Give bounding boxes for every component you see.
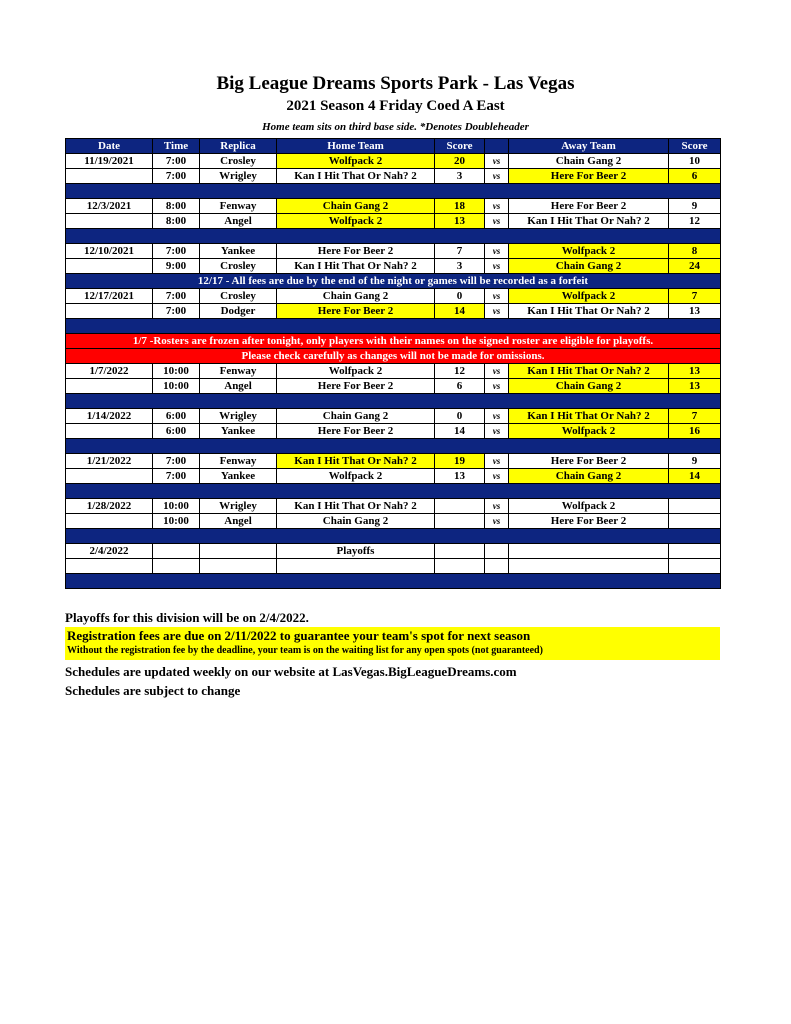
vs-cell: vs xyxy=(485,169,509,184)
home-score-cell: 0 xyxy=(435,289,485,304)
date-cell xyxy=(66,304,153,319)
registration-box xyxy=(65,627,720,660)
replica-cell: Fenway xyxy=(200,454,277,469)
vs-cell: vs xyxy=(485,259,509,274)
vs-cell: vs xyxy=(485,244,509,259)
time-cell: 7:00 xyxy=(153,469,200,484)
away-score-cell: 13 xyxy=(669,304,721,319)
replica-cell: Fenway xyxy=(200,364,277,379)
vs-cell: vs xyxy=(485,379,509,394)
away-team-cell: Wolfpack 2 xyxy=(509,244,669,259)
separator-row xyxy=(66,319,721,334)
vs-cell: vs xyxy=(485,199,509,214)
home-score-cell: 3 xyxy=(435,169,485,184)
date-cell: 12/17/2021 xyxy=(66,289,153,304)
separator-cell xyxy=(66,184,721,199)
date-cell xyxy=(66,259,153,274)
vs-cell xyxy=(485,544,509,559)
home-team-cell: Kan I Hit That Or Nah? 2 xyxy=(277,259,435,274)
home-team-cell: Here For Beer 2 xyxy=(277,244,435,259)
vs-cell: vs xyxy=(485,289,509,304)
date-cell xyxy=(66,559,153,574)
date-cell: 11/19/2021 xyxy=(66,154,153,169)
home-team-cell: Chain Gang 2 xyxy=(277,514,435,529)
time-cell: 6:00 xyxy=(153,409,200,424)
home-score-cell xyxy=(435,559,485,574)
home-team-cell: Kan I Hit That Or Nah? 2 xyxy=(277,499,435,514)
schedule-table xyxy=(65,138,721,589)
time-cell: 7:00 xyxy=(153,304,200,319)
alert-row xyxy=(66,349,721,364)
away-team-cell: Kan I Hit That Or Nah? 2 xyxy=(509,364,669,379)
col-header-vs xyxy=(485,139,509,154)
table-row xyxy=(66,259,721,274)
date-cell: 1/14/2022 xyxy=(66,409,153,424)
away-score-cell: 9 xyxy=(669,454,721,469)
separator-row xyxy=(66,484,721,499)
table-row xyxy=(66,244,721,259)
col-header-away-score: Score xyxy=(669,139,721,154)
away-team-cell: Wolfpack 2 xyxy=(509,289,669,304)
away-score-cell xyxy=(669,514,721,529)
separator-cell xyxy=(66,394,721,409)
separator-row xyxy=(66,184,721,199)
away-score-cell: 12 xyxy=(669,214,721,229)
home-team-cell: Wolfpack 2 xyxy=(277,154,435,169)
separator-row xyxy=(66,394,721,409)
col-header-date: Date xyxy=(66,139,153,154)
away-team-cell: Chain Gang 2 xyxy=(509,259,669,274)
col-header-time: Time xyxy=(153,139,200,154)
separator-row xyxy=(66,439,721,454)
separator-cell xyxy=(66,439,721,454)
home-score-cell xyxy=(435,514,485,529)
date-cell xyxy=(66,214,153,229)
replica-cell: Yankee xyxy=(200,424,277,439)
table-row xyxy=(66,154,721,169)
separator-cell xyxy=(66,319,721,334)
notice-text: 12/17 - All fees are due by the end of the night or games will be recorded as a forfeit xyxy=(66,274,721,289)
table-row xyxy=(66,379,721,394)
away-team-cell: Wolfpack 2 xyxy=(509,424,669,439)
separator-row xyxy=(66,529,721,544)
page-title: Big League Dreams Sports Park - Las Vegas xyxy=(216,73,575,94)
away-score-cell: 7 xyxy=(669,409,721,424)
alert-text: 1/7 -Rosters are frozen after tonight, only players with their names on the signed roster are eligible for playoffs. xyxy=(66,334,721,349)
away-score-cell: 9 xyxy=(669,199,721,214)
away-score-cell: 24 xyxy=(669,259,721,274)
vs-cell: vs xyxy=(485,409,509,424)
replica-cell: Angel xyxy=(200,514,277,529)
home-score-cell: 13 xyxy=(435,214,485,229)
table-row xyxy=(66,199,721,214)
home-team-cell xyxy=(277,559,435,574)
date-cell: 1/7/2022 xyxy=(66,364,153,379)
away-team-cell: Wolfpack 2 xyxy=(509,499,669,514)
col-header-home-score: Score xyxy=(435,139,485,154)
away-score-cell: 7 xyxy=(669,289,721,304)
date-cell: 12/10/2021 xyxy=(66,244,153,259)
vs-cell: vs xyxy=(485,499,509,514)
date-cell xyxy=(66,424,153,439)
home-score-cell: 3 xyxy=(435,259,485,274)
home-team-cell: Here For Beer 2 xyxy=(277,379,435,394)
table-row xyxy=(66,559,721,574)
home-team-cell: Kan I Hit That Or Nah? 2 xyxy=(277,169,435,184)
home-team-cell: Wolfpack 2 xyxy=(277,214,435,229)
away-score-cell: 6 xyxy=(669,169,721,184)
time-cell: 7:00 xyxy=(153,454,200,469)
away-team-cell: Kan I Hit That Or Nah? 2 xyxy=(509,409,669,424)
home-team-cell: Chain Gang 2 xyxy=(277,289,435,304)
replica-cell xyxy=(200,559,277,574)
replica-cell: Angel xyxy=(200,379,277,394)
table-row xyxy=(66,304,721,319)
away-team-cell: Chain Gang 2 xyxy=(509,154,669,169)
separator-cell xyxy=(66,574,721,589)
home-team-cell: Chain Gang 2 xyxy=(277,199,435,214)
away-score-cell: 13 xyxy=(669,379,721,394)
time-cell: 10:00 xyxy=(153,379,200,394)
home-score-cell xyxy=(435,544,485,559)
time-cell: 8:00 xyxy=(153,214,200,229)
away-team-cell: Chain Gang 2 xyxy=(509,379,669,394)
home-score-cell: 13 xyxy=(435,469,485,484)
away-team-cell: Here For Beer 2 xyxy=(509,514,669,529)
away-team-cell: Kan I Hit That Or Nah? 2 xyxy=(509,214,669,229)
schedule-body xyxy=(66,154,721,589)
table-row xyxy=(66,214,721,229)
away-score-cell: 10 xyxy=(669,154,721,169)
table-row xyxy=(66,169,721,184)
away-team-cell: Chain Gang 2 xyxy=(509,469,669,484)
separator-cell xyxy=(66,529,721,544)
time-cell xyxy=(153,544,200,559)
home-team-cell: Chain Gang 2 xyxy=(277,409,435,424)
time-cell: 10:00 xyxy=(153,514,200,529)
away-score-cell xyxy=(669,499,721,514)
home-team-cell: Playoffs xyxy=(277,544,435,559)
away-score-cell: 16 xyxy=(669,424,721,439)
away-score-cell xyxy=(669,559,721,574)
col-header-away-team: Away Team xyxy=(509,139,669,154)
vs-cell: vs xyxy=(485,424,509,439)
website-note: Schedules are updated weekly on our website at LasVegas.BigLeagueDreams.com xyxy=(65,664,517,679)
replica-cell: Angel xyxy=(200,214,277,229)
table-row xyxy=(66,409,721,424)
home-score-cell: 0 xyxy=(435,409,485,424)
date-cell xyxy=(66,514,153,529)
playoffs-note: Playoffs for this division will be on 2/4/2022. xyxy=(65,610,309,625)
page-note: Home team sits on third base side. *Denotes Doubleheader xyxy=(262,121,529,133)
notice-row xyxy=(66,274,721,289)
home-score-cell: 6 xyxy=(435,379,485,394)
table-row xyxy=(66,289,721,304)
col-header-home-team: Home Team xyxy=(277,139,435,154)
replica-cell: Wrigley xyxy=(200,169,277,184)
time-cell: 8:00 xyxy=(153,199,200,214)
registration-note: Registration fees are due on 2/11/2022 to guarantee your team's spot for next season xyxy=(67,628,531,643)
table-row xyxy=(66,499,721,514)
separator-cell xyxy=(66,484,721,499)
separator-cell xyxy=(66,229,721,244)
vs-cell: vs xyxy=(485,364,509,379)
replica-cell: Wrigley xyxy=(200,499,277,514)
time-cell: 6:00 xyxy=(153,424,200,439)
away-score-cell: 8 xyxy=(669,244,721,259)
replica-cell: Yankee xyxy=(200,244,277,259)
home-score-cell: 14 xyxy=(435,304,485,319)
replica-cell: Fenway xyxy=(200,199,277,214)
date-cell xyxy=(66,469,153,484)
replica-cell: Wrigley xyxy=(200,409,277,424)
vs-cell: vs xyxy=(485,514,509,529)
time-cell: 10:00 xyxy=(153,499,200,514)
away-team-cell xyxy=(509,544,669,559)
home-team-cell: Here For Beer 2 xyxy=(277,304,435,319)
replica-cell: Crosley xyxy=(200,259,277,274)
home-team-cell: Here For Beer 2 xyxy=(277,424,435,439)
vs-cell: vs xyxy=(485,454,509,469)
table-row xyxy=(66,454,721,469)
date-cell: 2/4/2022 xyxy=(66,544,153,559)
home-team-cell: Kan I Hit That Or Nah? 2 xyxy=(277,454,435,469)
time-cell: 7:00 xyxy=(153,289,200,304)
home-score-cell: 19 xyxy=(435,454,485,469)
waiting-list-note: Without the registration fee by the deadline, your team is on the waiting list for any open spots (not guaranteed) xyxy=(67,645,543,656)
away-team-cell xyxy=(509,559,669,574)
away-team-cell: Kan I Hit That Or Nah? 2 xyxy=(509,304,669,319)
table-row xyxy=(66,544,721,559)
replica-cell: Dodger xyxy=(200,304,277,319)
home-score-cell: 7 xyxy=(435,244,485,259)
away-score-cell: 13 xyxy=(669,364,721,379)
vs-cell: vs xyxy=(485,469,509,484)
vs-cell xyxy=(485,559,509,574)
vs-cell: vs xyxy=(485,214,509,229)
vs-cell: vs xyxy=(485,154,509,169)
home-team-cell: Wolfpack 2 xyxy=(277,364,435,379)
date-cell: 12/3/2021 xyxy=(66,199,153,214)
vs-cell: vs xyxy=(485,304,509,319)
time-cell: 7:00 xyxy=(153,244,200,259)
away-team-cell: Here For Beer 2 xyxy=(509,454,669,469)
table-row xyxy=(66,364,721,379)
alert-row xyxy=(66,334,721,349)
away-team-cell: Here For Beer 2 xyxy=(509,199,669,214)
col-header-replica: Replica xyxy=(200,139,277,154)
away-score-cell xyxy=(669,544,721,559)
replica-cell: Crosley xyxy=(200,154,277,169)
table-row xyxy=(66,424,721,439)
home-team-cell: Wolfpack 2 xyxy=(277,469,435,484)
separator-row xyxy=(66,574,721,589)
home-score-cell: 12 xyxy=(435,364,485,379)
date-cell: 1/21/2022 xyxy=(66,454,153,469)
away-team-cell: Here For Beer 2 xyxy=(509,169,669,184)
page-subtitle: 2021 Season 4 Friday Coed A East xyxy=(286,98,505,114)
table-row xyxy=(66,469,721,484)
home-score-cell: 20 xyxy=(435,154,485,169)
separator-row xyxy=(66,229,721,244)
date-cell xyxy=(66,169,153,184)
table-header-row xyxy=(66,139,721,154)
away-score-cell: 14 xyxy=(669,469,721,484)
date-cell: 1/28/2022 xyxy=(66,499,153,514)
time-cell: 9:00 xyxy=(153,259,200,274)
replica-cell xyxy=(200,544,277,559)
time-cell: 7:00 xyxy=(153,169,200,184)
change-note: Schedules are subject to change xyxy=(65,683,241,698)
home-score-cell: 18 xyxy=(435,199,485,214)
home-score-cell: 14 xyxy=(435,424,485,439)
alert-text: Please check carefully as changes will not be made for omissions. xyxy=(66,349,721,364)
time-cell xyxy=(153,559,200,574)
time-cell: 10:00 xyxy=(153,364,200,379)
table-row xyxy=(66,514,721,529)
replica-cell: Crosley xyxy=(200,289,277,304)
home-score-cell xyxy=(435,499,485,514)
replica-cell: Yankee xyxy=(200,469,277,484)
date-cell xyxy=(66,379,153,394)
time-cell: 7:00 xyxy=(153,154,200,169)
